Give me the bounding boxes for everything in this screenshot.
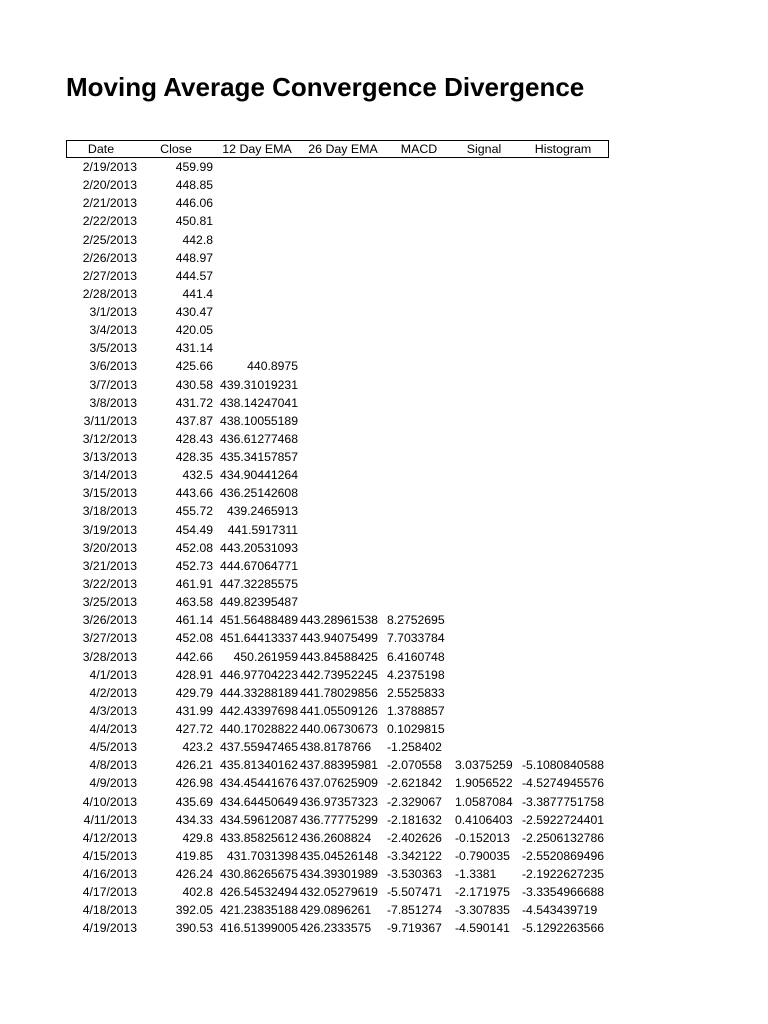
ema12-cell: 436.61277468: [220, 431, 298, 446]
date-cell: 4/3/2013: [89, 703, 137, 718]
histogram-cell: -4.543439719: [522, 903, 598, 918]
signal-cell: -0.790035: [455, 848, 510, 863]
close-cell: 452.08: [175, 540, 213, 555]
date-cell: 3/21/2013: [82, 558, 137, 573]
ema12-cell: 441.5917311: [227, 522, 298, 537]
macd-cell: 4.2375198: [387, 667, 445, 682]
date-cell: 4/17/2013: [82, 885, 137, 900]
close-cell: 455.72: [175, 504, 213, 519]
date-cell: 3/18/2013: [82, 504, 137, 519]
close-cell: 392.05: [175, 903, 213, 918]
macd-cell: 7.7033784: [387, 631, 445, 646]
date-cell: 3/28/2013: [82, 649, 137, 664]
date-cell: 3/7/2013: [89, 377, 137, 392]
close-cell: 431.72: [175, 395, 213, 410]
close-cell: 448.85: [175, 178, 213, 193]
close-cell: 450.81: [175, 214, 213, 229]
ema12-cell: 435.34157857: [220, 450, 298, 465]
ema12-cell: 436.25142608: [220, 486, 298, 501]
signal-cell: -4.590141: [455, 921, 510, 936]
close-cell: 448.97: [175, 250, 213, 265]
histogram-cell: -2.5922724401: [522, 812, 605, 827]
close-cell: 463.58: [175, 595, 213, 610]
signal-cell: -1.3381: [455, 867, 497, 882]
ema12-cell: 434.45441676: [220, 776, 298, 791]
close-cell: 461.14: [175, 613, 213, 628]
ema26-cell: 426.2333575: [300, 921, 372, 936]
header-close: Close: [160, 142, 192, 156]
ema26-cell: 441.05509126: [300, 703, 378, 718]
histogram-cell: -2.1922627235: [522, 867, 605, 882]
ema12-cell: 439.2465913: [226, 504, 298, 519]
signal-cell: -2.171975: [455, 885, 510, 900]
ema12-cell: 431.7031398: [226, 848, 298, 863]
date-cell: 4/4/2013: [89, 722, 137, 737]
macd-cell: 8.2752695: [387, 613, 445, 628]
close-cell: 431.99: [175, 703, 213, 718]
close-cell: 428.43: [175, 431, 213, 446]
macd-cell: 2.5525833: [387, 685, 445, 700]
close-cell: 431.14: [175, 341, 213, 356]
macd-cell: 1.3788857: [387, 703, 445, 718]
ema12-cell: 451.64413337: [220, 631, 298, 646]
ema12-cell: 440.8975: [247, 359, 298, 374]
close-cell: 452.73: [175, 558, 213, 573]
ema26-cell: 436.97357323: [300, 794, 378, 809]
ema12-cell: 447.32285575: [220, 576, 298, 591]
ema26-cell: 435.04526148: [300, 848, 378, 863]
signal-cell: 0.4106403: [455, 812, 513, 827]
ema12-cell: 438.10055189: [220, 413, 298, 428]
ema12-cell: 433.85825612: [220, 830, 298, 845]
histogram-cell: -5.1080840588: [522, 758, 605, 773]
close-cell: 434.33: [175, 812, 213, 827]
ema12-cell: 434.59612087: [220, 812, 298, 827]
date-cell: 3/13/2013: [82, 450, 137, 465]
close-cell: 437.87: [175, 413, 213, 428]
ema26-cell: 441.78029856: [300, 685, 378, 700]
close-cell: 454.49: [175, 522, 213, 537]
macd-cell: -2.402626: [387, 830, 442, 845]
signal-cell: 1.0587084: [455, 794, 513, 809]
close-cell: 420.05: [175, 323, 213, 338]
date-cell: 4/12/2013: [82, 830, 137, 845]
date-cell: 3/4/2013: [89, 323, 137, 338]
ema12-cell: 416.51399005: [220, 921, 298, 936]
close-cell: 428.91: [175, 667, 213, 682]
date-cell: 4/10/2013: [82, 794, 137, 809]
date-cell: 3/26/2013: [82, 613, 137, 628]
macd-cell: -7.851274: [387, 903, 442, 918]
close-cell: 442.66: [175, 649, 213, 664]
close-cell: 430.47: [175, 305, 213, 320]
ema26-cell: 443.84588425: [300, 649, 378, 664]
date-cell: 4/19/2013: [82, 921, 137, 936]
header-26-day-ema: 26 Day EMA: [308, 142, 378, 156]
date-cell: 3/22/2013: [82, 576, 137, 591]
ema12-cell: 437.55947465: [220, 740, 298, 755]
ema12-cell: 451.56488489: [220, 613, 298, 628]
macd-cell: -2.329067: [387, 794, 442, 809]
date-cell: 3/1/2013: [89, 305, 137, 320]
histogram-cell: -4.5274945576: [522, 776, 605, 791]
close-cell: 428.35: [175, 450, 213, 465]
date-cell: 3/6/2013: [89, 359, 137, 374]
signal-cell: 3.0375259: [455, 758, 513, 773]
date-cell: 2/26/2013: [82, 250, 137, 265]
date-cell: 3/25/2013: [82, 595, 137, 610]
ema12-cell: 450.261959: [233, 649, 298, 664]
ema12-cell: 434.90441264: [220, 468, 298, 483]
date-cell: 3/15/2013: [82, 486, 137, 501]
close-cell: 427.72: [175, 722, 213, 737]
histogram-cell: -3.3877751758: [522, 794, 605, 809]
histogram-cell: -2.5520869496: [522, 848, 605, 863]
date-cell: 4/15/2013: [82, 848, 137, 863]
date-cell: 4/5/2013: [89, 740, 137, 755]
date-cell: 3/19/2013: [82, 522, 137, 537]
macd-cell: -3.342122: [387, 848, 442, 863]
ema26-cell: 442.73952245: [300, 667, 378, 682]
signal-cell: -3.307835: [455, 903, 510, 918]
header-12-day-ema: 12 Day EMA: [222, 142, 292, 156]
close-cell: 425.66: [175, 359, 213, 374]
close-cell: 426.98: [175, 776, 213, 791]
ema12-cell: 446.97704223: [220, 667, 298, 682]
macd-cell: -3.530363: [387, 867, 442, 882]
header-signal: Signal: [466, 142, 502, 156]
ema26-cell: 443.94075499: [300, 631, 378, 646]
date-cell: 3/27/2013: [82, 631, 137, 646]
page-title: Moving Average Convergence Divergence: [66, 72, 585, 102]
ema26-cell: 429.0896261: [300, 903, 372, 918]
date-cell: 2/21/2013: [82, 196, 137, 211]
date-cell: 2/25/2013: [82, 232, 137, 247]
date-cell: 2/27/2013: [82, 268, 137, 283]
date-cell: 4/16/2013: [82, 867, 137, 882]
close-cell: 426.24: [175, 867, 213, 882]
close-cell: 402.8: [182, 885, 213, 900]
date-cell: 4/18/2013: [82, 903, 137, 918]
close-cell: 390.53: [175, 921, 213, 936]
close-cell: 461.91: [175, 576, 213, 591]
close-cell: 444.57: [175, 268, 213, 283]
ema12-cell: 440.17028822: [220, 722, 298, 737]
date-cell: 3/20/2013: [82, 540, 137, 555]
close-cell: 423.2: [182, 740, 213, 755]
macd-cell: -5.507471: [387, 885, 442, 900]
ema12-cell: 442.43397698: [220, 703, 298, 718]
date-cell: 4/2/2013: [89, 685, 137, 700]
close-cell: 443.66: [175, 486, 213, 501]
macd-cell: -2.181632: [387, 812, 442, 827]
ema26-cell: 437.07625909: [300, 776, 378, 791]
close-cell: 426.21: [175, 758, 213, 773]
close-cell: 429.8: [182, 830, 213, 845]
macd-cell: 6.4160748: [387, 649, 445, 664]
macd-cell: -2.070558: [387, 758, 442, 773]
date-cell: 2/20/2013: [82, 178, 137, 193]
ema26-cell: 440.06730673: [300, 722, 378, 737]
date-cell: 2/28/2013: [82, 286, 137, 301]
close-cell: 435.69: [175, 794, 213, 809]
date-cell: 3/8/2013: [89, 395, 137, 410]
close-cell: 429.79: [175, 685, 213, 700]
macd-cell: -1.258402: [387, 740, 442, 755]
date-cell: 2/19/2013: [82, 160, 137, 174]
ema26-cell: 436.2608824: [300, 830, 372, 845]
date-cell: 4/8/2013: [89, 758, 137, 773]
ema12-cell: 449.82395487: [220, 595, 298, 610]
ema26-cell: 434.39301989: [300, 867, 378, 882]
ema26-cell: 437.88395981: [300, 758, 378, 773]
date-cell: 3/12/2013: [82, 431, 137, 446]
ema12-cell: 444.33288189: [220, 685, 298, 700]
macd-cell: -9.719367: [387, 921, 442, 936]
date-cell: 3/5/2013: [89, 341, 137, 356]
ema26-cell: 436.77775299: [300, 812, 378, 827]
signal-cell: -0.152013: [455, 830, 510, 845]
ema12-cell: 430.86265675: [220, 867, 298, 882]
ema26-cell: 432.05279619: [300, 885, 378, 900]
ema26-cell: 438.8178766: [300, 740, 372, 755]
close-cell: 446.06: [175, 196, 213, 211]
date-cell: 4/11/2013: [83, 812, 137, 827]
close-cell: 441.4: [182, 286, 213, 301]
date-cell: 2/22/2013: [82, 214, 137, 229]
ema12-cell: 443.20531093: [220, 540, 298, 555]
macd-cell: -2.621842: [387, 776, 442, 791]
ema12-cell: 421.23835188: [220, 903, 298, 918]
close-cell: 432.5: [182, 468, 213, 483]
ema12-cell: 444.67064771: [220, 558, 298, 573]
histogram-cell: -5.1292263566: [522, 921, 605, 936]
close-cell: 419.85: [175, 848, 213, 863]
date-cell: 4/9/2013: [89, 776, 137, 791]
header-histogram: Histogram: [534, 142, 592, 156]
close-cell: 459.99: [175, 160, 213, 174]
ema12-cell: 435.81340162: [220, 758, 298, 773]
date-cell: 3/14/2013: [82, 468, 137, 483]
signal-cell: 1.9056522: [455, 776, 513, 791]
macd-cell: 0.1029815: [387, 722, 445, 737]
ema12-cell: 439.31019231: [220, 377, 298, 392]
close-cell: 430.58: [175, 377, 213, 392]
header-macd: MACD: [400, 142, 438, 156]
close-cell: 442.8: [182, 232, 213, 247]
histogram-cell: -2.2506132786: [522, 830, 605, 845]
date-cell: 3/11/2013: [83, 413, 137, 428]
ema12-cell: 438.14247041: [220, 395, 298, 410]
histogram-cell: -3.3354966688: [522, 885, 605, 900]
ema26-cell: 443.28961538: [300, 613, 378, 628]
header-date: Date: [87, 142, 115, 156]
ema12-cell: 426.54532494: [220, 885, 298, 900]
close-cell: 452.08: [175, 631, 213, 646]
date-cell: 4/1/2013: [89, 667, 137, 682]
ema12-cell: 434.64450649: [220, 794, 298, 809]
